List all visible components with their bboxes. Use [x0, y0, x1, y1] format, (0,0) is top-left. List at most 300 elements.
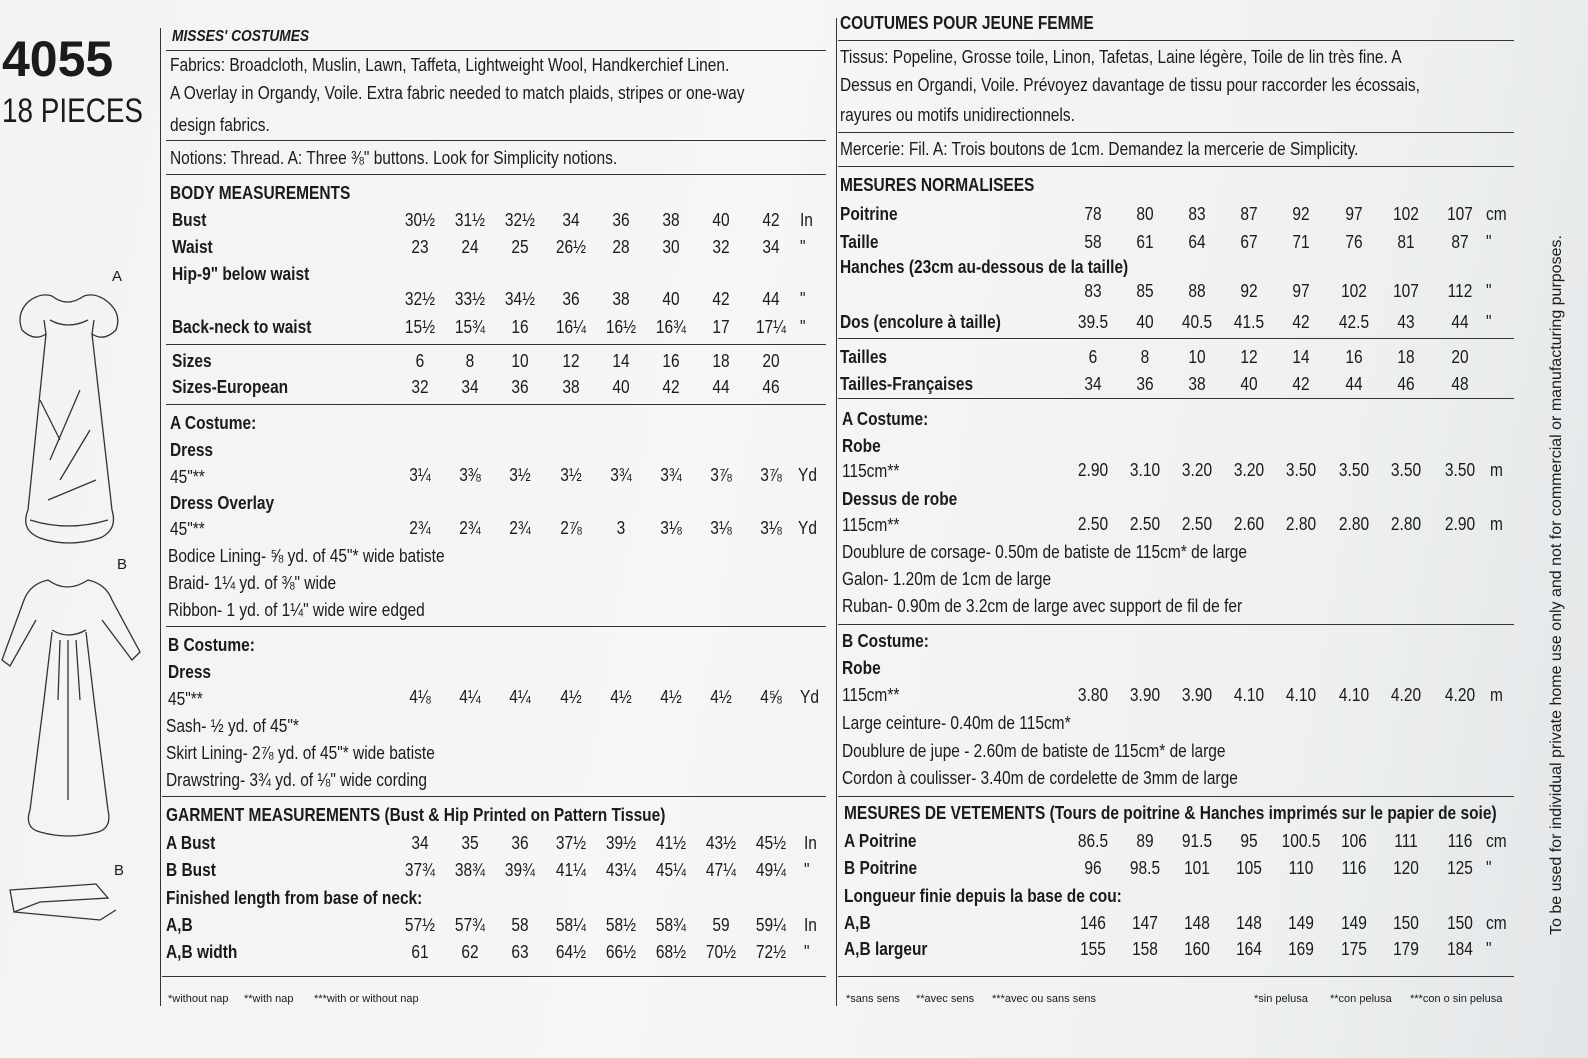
en-a-overlay-cell: 3⅛ [710, 518, 732, 538]
fr-garment-unit: cm [1486, 831, 1507, 851]
fr-body-cell: 85 [1136, 281, 1154, 301]
fr-garment-row-label: B Poitrine [844, 858, 918, 878]
fr-fabrics-line-1: Tissus: Popeline, Grosse toile, Linon, Tafetas, Laine légère, Toile de lin très fine. A [840, 47, 1402, 67]
en-a-dress-label: Dress [170, 440, 214, 460]
fr-length-cell: 148 [1184, 913, 1210, 933]
fr-b-dress-width: 115cm** [842, 685, 900, 705]
fr-garment-cell: 120 [1393, 858, 1419, 878]
en-b-dress-cell: 4½ [710, 687, 732, 707]
en-body-cell: 16¾ [655, 317, 687, 337]
fr-body-row-label: Poitrine [840, 204, 898, 224]
en-a-dress-cell: 3⅞ [760, 465, 782, 485]
fr-body-cell: 83 [1188, 204, 1206, 224]
en-garment-cell: 34 [411, 833, 429, 853]
fr-body-cell: 97 [1345, 204, 1363, 224]
en-body-cell: 26½ [555, 237, 587, 257]
fr-length-cell: 184 [1447, 939, 1473, 959]
en-garment-cell: 49¼ [755, 860, 787, 880]
fr-b-dress-cell: 4.20 [1444, 685, 1476, 705]
fr-a-overlay-cell: 2.90 [1444, 514, 1476, 534]
fr-garment-row-label: A Poitrine [844, 831, 917, 851]
en-a-dress-cell: 3¾ [660, 465, 682, 485]
fr-body-cell: 40.5 [1181, 312, 1213, 332]
fr-size-cell: 34 [1084, 374, 1102, 394]
en-a-overlay-cell: 2⅞ [560, 518, 582, 538]
costume-illustrations [0, 280, 150, 940]
en-size-cell: 20 [762, 351, 780, 371]
en-title: MISSES' COSTUMES [172, 28, 310, 45]
en-body-row-label: Back-neck to waist [172, 317, 312, 337]
fr-size-row-label: Tailles [840, 347, 888, 367]
fr-body-unit: " [1486, 281, 1492, 301]
en-length-cell: 58¾ [655, 915, 687, 935]
fr-notions: Mercerie: Fil. A: Trois boutons de 1cm. Demandez la mercerie de Simplicity. [840, 139, 1359, 159]
fr-length-cell: 150 [1447, 913, 1473, 933]
fr-garment-unit: " [1486, 858, 1492, 878]
fr-footnote-1: *sans sens [846, 993, 900, 1005]
en-b-dress-label: Dress [168, 662, 212, 682]
en-a-overlay-cell: 3⅛ [660, 518, 682, 538]
fr-body-cell: 112 [1447, 281, 1473, 301]
fr-size-cell: 48 [1451, 374, 1469, 394]
en-body-cell: 34 [762, 237, 780, 257]
en-body-cell: 16 [511, 317, 529, 337]
fr-a-note-3: Ruban- 0.90m de 3.2cm de large avec support de fil de fer [842, 596, 1243, 616]
en-length-cell: 59 [712, 915, 730, 935]
fr-garment-cell: 100.5 [1281, 831, 1321, 851]
fr-body-cell: 61 [1136, 232, 1154, 252]
en-a-dress-cell: 3¾ [610, 465, 632, 485]
en-size-row-label: Sizes-European [172, 377, 289, 397]
fr-size-cell: 18 [1397, 347, 1415, 367]
figure-label-b: B [117, 556, 128, 573]
fr-size-cell: 44 [1345, 374, 1363, 394]
en-body-cell: 23 [411, 237, 429, 257]
en-a-dress-cell: 3¼ [409, 465, 431, 485]
sash-drawing [10, 884, 116, 920]
fr-size-cell: 36 [1136, 374, 1154, 394]
en-garment-cell: 41¼ [555, 860, 587, 880]
fr-size-cell: 12 [1240, 347, 1258, 367]
en-b-dress-unit: Yd [800, 687, 819, 707]
en-b-dress-cell: 4½ [610, 687, 632, 707]
pattern-number: 4055 [2, 31, 114, 87]
fr-a-dress-cell: 3.20 [1233, 460, 1265, 480]
en-body-cell: 25 [511, 237, 529, 257]
en-garment-cell: 36 [511, 833, 529, 853]
en-size-cell: 44 [712, 377, 730, 397]
figure-label-a: A [112, 268, 123, 285]
fr-garment-cell: 125 [1447, 858, 1473, 878]
fr-a-heading: A Costume: [842, 409, 929, 429]
en-a-dress-cell: 3½ [509, 465, 531, 485]
en-length-heading: Finished length from base of neck: [166, 888, 423, 908]
en-body-cell: 42 [762, 210, 780, 230]
en-size-cell: 36 [511, 377, 529, 397]
fr-b-dress-cell: 3.80 [1077, 685, 1109, 705]
fr-length-cell: 160 [1184, 939, 1210, 959]
en-garment-cell: 41½ [655, 833, 687, 853]
fr-garment-cell: 86.5 [1077, 831, 1109, 851]
en-size-cell: 46 [762, 377, 780, 397]
fr-a-overlay-cell: 2.50 [1181, 514, 1213, 534]
fr-length-cell: 175 [1341, 939, 1367, 959]
fr-body-row-label: Dos (encolure à taille) [840, 312, 1001, 332]
en-length-unit: " [804, 942, 810, 962]
en-size-cell: 38 [562, 377, 580, 397]
en-garment-heading: GARMENT MEASUREMENTS (Bust & Hip Printed on Pattern Tissue) [166, 805, 666, 825]
en-size-row-label: Sizes [172, 351, 212, 371]
fr-body-cell: 39.5 [1077, 312, 1109, 332]
fr-a-overlay-cell: 2.60 [1233, 514, 1265, 534]
en-length-cell: 72½ [755, 942, 787, 962]
en-garment-cell: 38¾ [454, 860, 486, 880]
en-a-dress-unit: Yd [798, 465, 817, 485]
fr-body-cell: 102 [1341, 281, 1367, 301]
fr-footnote-3: ***avec ou sans sens [992, 993, 1096, 1005]
fr-size-cell: 46 [1397, 374, 1415, 394]
en-b-dress-cell: 4½ [660, 687, 682, 707]
en-a-overlay-cell: 2¾ [409, 518, 431, 538]
en-body-cell: 34 [562, 210, 580, 230]
usage-notice: To be used for individual private home use only and not for commercial or manufacturing purposes. [1548, 235, 1565, 935]
en-fabrics-line-3: design fabrics. [170, 115, 270, 135]
fr-size-cell: 42 [1292, 374, 1310, 394]
en-body-cell: 36 [562, 289, 580, 309]
fr-size-cell: 8 [1140, 347, 1150, 367]
en-b-dress-cell: 4¼ [459, 687, 481, 707]
fr-size-cell: 14 [1292, 347, 1310, 367]
en-a-dress-cell: 3⅞ [710, 465, 732, 485]
en-b-note-3: Drawstring- 3¾ yd. of ⅛" wide cording [166, 770, 428, 790]
en-a-overlay-cell: 3⅛ [760, 518, 782, 538]
en-a-dress-cell: 3⅜ [459, 465, 481, 485]
column-divider-left [160, 28, 161, 1006]
en-body-cell: 40 [712, 210, 730, 230]
en-garment-unit: " [804, 860, 810, 880]
en-body-cell: 32 [712, 237, 730, 257]
fr-body-cell: 92 [1240, 281, 1258, 301]
en-body-unit: " [800, 289, 806, 309]
en-length-row-label: A,B [166, 915, 193, 935]
fr-a-dress-cell: 3.50 [1390, 460, 1422, 480]
en-body-unit: In [800, 210, 813, 230]
fr-garment-cell: 116 [1447, 831, 1473, 851]
en-length-cell: 62 [461, 942, 479, 962]
fr-b-note-1: Large ceinture- 0.40m de 115cm* [842, 713, 1071, 733]
en-garment-cell: 39¾ [504, 860, 536, 880]
fr-length-row-label: A,B [844, 913, 871, 933]
en-b-dress-cell: 4⅝ [760, 687, 782, 707]
en-b-heading: B Costume: [168, 635, 255, 655]
fr-body-cell: 67 [1240, 232, 1258, 252]
fr-body-cell: 88 [1188, 281, 1206, 301]
en-garment-cell: 37¾ [404, 860, 436, 880]
costume-a-drawing [20, 295, 118, 543]
fr-garment-cell: 98.5 [1129, 858, 1161, 878]
fr-a-dress-cell: 3.50 [1285, 460, 1317, 480]
en-size-cell: 6 [415, 351, 425, 371]
fr-length-unit: " [1486, 939, 1492, 959]
en-garment-cell: 45½ [755, 833, 787, 853]
en-body-cell: 38 [662, 210, 680, 230]
fr-body-heading: MESURES NORMALISEES [840, 175, 1035, 195]
en-garment-cell: 45¼ [655, 860, 687, 880]
en-size-cell: 32 [411, 377, 429, 397]
en-size-cell: 16 [662, 351, 680, 371]
fr-body-cell: 92 [1292, 204, 1310, 224]
es-footnote-1: *sin pelusa [1254, 993, 1308, 1005]
fr-garment-cell: 91.5 [1181, 831, 1213, 851]
en-b-dress-cell: 4½ [560, 687, 582, 707]
en-body-cell: 36 [612, 210, 630, 230]
en-size-cell: 42 [662, 377, 680, 397]
en-length-cell: 68½ [655, 942, 687, 962]
fr-length-cell: 169 [1288, 939, 1314, 959]
fr-garment-cell: 116 [1341, 858, 1367, 878]
en-length-cell: 58¼ [555, 915, 587, 935]
fr-a-overlay-label: Dessus de robe [842, 489, 958, 509]
en-garment-cell: 39½ [605, 833, 637, 853]
en-body-row-label: Bust [172, 210, 207, 230]
en-length-cell: 58½ [605, 915, 637, 935]
figure-label-b-sash: B [114, 862, 125, 879]
en-size-cell: 8 [465, 351, 475, 371]
en-b-note-1: Sash- ½ yd. of 45"* [166, 716, 299, 736]
en-b-dress-width: 45"** [168, 689, 203, 709]
en-garment-row-label: A Bust [166, 833, 216, 853]
fr-body-cell: 83 [1084, 281, 1102, 301]
pieces-count: 18 PIECES [2, 92, 144, 130]
fr-body-row-label: Taille [840, 232, 879, 252]
fr-size-cell: 16 [1345, 347, 1363, 367]
fr-length-cell: 150 [1393, 913, 1419, 933]
fr-body-cell: 40 [1136, 312, 1154, 332]
en-size-cell: 12 [562, 351, 580, 371]
en-body-cell: 17¼ [755, 317, 787, 337]
fr-body-cell: 78 [1084, 204, 1102, 224]
en-length-row-label: A,B width [166, 942, 238, 962]
en-a-overlay-cell: 3 [616, 518, 626, 538]
fr-body-cell: 41.5 [1233, 312, 1265, 332]
en-a-note-3: Ribbon- 1 yd. of 1¼" wide wire edged [168, 600, 425, 620]
fr-length-row-label: A,B largeur [844, 939, 928, 959]
en-body-cell: 15¾ [454, 317, 486, 337]
fr-body-cell: 42 [1292, 312, 1310, 332]
en-body-cell: 33½ [454, 289, 486, 309]
fr-body-cell: 81 [1397, 232, 1415, 252]
en-length-cell: 66½ [605, 942, 637, 962]
fr-body-unit: cm [1486, 204, 1507, 224]
en-a-note-1: Bodice Lining- ⅝ yd. of 45"* wide batiste [168, 546, 445, 566]
en-a-dress-cell: 3½ [560, 465, 582, 485]
en-garment-cell: 43¼ [605, 860, 637, 880]
fr-body-cell: 107 [1447, 204, 1473, 224]
fr-body-cell: 97 [1292, 281, 1310, 301]
en-b-dress-cell: 4¼ [509, 687, 531, 707]
fr-a-dress-cell: 3.50 [1444, 460, 1476, 480]
fr-garment-cell: 110 [1288, 858, 1314, 878]
fr-b-dress-cell: 4.10 [1338, 685, 1370, 705]
fr-a-dress-cell: 3.20 [1181, 460, 1213, 480]
fr-b-dress-unit: m [1490, 685, 1503, 705]
fr-length-cell: 164 [1236, 939, 1262, 959]
en-length-cell: 57½ [404, 915, 436, 935]
fr-size-row-label: Tailles-Françaises [840, 374, 974, 394]
fr-b-dress-cell: 4.10 [1285, 685, 1317, 705]
en-body-cell: 31½ [454, 210, 486, 230]
fr-garment-cell: 95 [1240, 831, 1258, 851]
fr-body-cell: 80 [1136, 204, 1154, 224]
fr-body-unit: " [1486, 312, 1492, 332]
en-body-cell: 34½ [504, 289, 536, 309]
costume-b-drawing [2, 580, 140, 836]
es-footnote-2: **con pelusa [1330, 993, 1392, 1005]
fr-size-cell: 20 [1451, 347, 1469, 367]
en-b-note-2: Skirt Lining- 2⅞ yd. of 45"* wide batiste [166, 743, 435, 763]
en-garment-cell: 43½ [705, 833, 737, 853]
en-a-overlay-width: 45"** [170, 519, 205, 539]
en-body-cell: 16¼ [555, 317, 587, 337]
fr-length-cell: 146 [1080, 913, 1106, 933]
fr-fabrics-line-2: Dessus en Organdi, Voile. Prévoyez davantage de tissu pour raccorder les écossais, [840, 75, 1420, 95]
fr-body-cell: 71 [1292, 232, 1310, 252]
fr-b-note-3: Cordon à coulisser- 3.40m de cordelette de 3mm de large [842, 768, 1238, 788]
en-body-cell: 17 [712, 317, 730, 337]
en-size-cell: 40 [612, 377, 630, 397]
en-length-unit: In [804, 915, 817, 935]
en-size-cell: 18 [712, 351, 730, 371]
en-a-note-2: Braid- 1¼ yd. of ⅜" wide [168, 573, 337, 593]
fr-garment-cell: 111 [1394, 831, 1418, 851]
en-a-dress-width: 45"** [170, 467, 205, 487]
en-garment-cell: 37½ [555, 833, 587, 853]
en-notions: Notions: Thread. A: Three ⅜" buttons. Look for Simplicity notions. [170, 148, 618, 168]
en-length-cell: 58 [511, 915, 529, 935]
fr-b-dress-cell: 4.20 [1390, 685, 1422, 705]
en-length-cell: 70½ [705, 942, 737, 962]
fr-body-cell: 76 [1345, 232, 1363, 252]
en-body-cell: 32½ [504, 210, 536, 230]
en-body-cell: 30 [662, 237, 680, 257]
fr-body-cell: 64 [1188, 232, 1206, 252]
fr-garment-heading: MESURES DE VETEMENTS (Tours de poitrine & Hanches imprimés sur le papier de soie) [844, 803, 1497, 823]
fr-body-cell: 102 [1393, 204, 1419, 224]
en-b-dress-cell: 4⅛ [409, 687, 431, 707]
fr-a-overlay-cell: 2.50 [1077, 514, 1109, 534]
fr-a-overlay-width: 115cm** [842, 515, 900, 535]
fr-b-dress-label: Robe [842, 658, 881, 678]
fr-b-heading: B Costume: [842, 631, 929, 651]
fr-a-overlay-unit: m [1490, 514, 1503, 534]
en-length-cell: 63 [511, 942, 529, 962]
fr-garment-cell: 101 [1184, 858, 1210, 878]
fr-length-cell: 147 [1132, 913, 1158, 933]
fr-b-dress-cell: 3.90 [1181, 685, 1213, 705]
en-body-cell: 40 [662, 289, 680, 309]
en-a-overlay-unit: Yd [798, 518, 817, 538]
fr-a-dress-unit: m [1490, 460, 1503, 480]
fr-body-cell: 87 [1451, 232, 1469, 252]
en-a-heading: A Costume: [170, 413, 257, 433]
en-fabrics-line-2: A Overlay in Organdy, Voile. Extra fabric needed to match plaids, stripes or one-way [170, 83, 745, 103]
fr-fabrics-line-3: rayures ou motifs unidirectionnels. [840, 105, 1075, 125]
en-body-row-label: Hip-9" below waist [172, 264, 310, 284]
fr-body-row-label: Hanches (23cm au-dessous de la taille) [840, 257, 1129, 277]
en-body-cell: 44 [762, 289, 780, 309]
fr-body-cell: 43 [1397, 312, 1415, 332]
en-body-heading: BODY MEASUREMENTS [170, 183, 351, 203]
en-size-cell: 14 [612, 351, 630, 371]
en-body-unit: " [800, 237, 806, 257]
fr-size-cell: 40 [1240, 374, 1258, 394]
fr-a-overlay-cell: 2.80 [1390, 514, 1422, 534]
en-size-cell: 34 [461, 377, 479, 397]
fr-length-cell: 155 [1080, 939, 1106, 959]
en-body-cell: 15½ [404, 317, 436, 337]
fr-length-cell: 149 [1288, 913, 1314, 933]
en-garment-row-label: B Bust [166, 860, 216, 880]
fr-title: COUTUMES POUR JEUNE FEMME [840, 13, 1094, 33]
fr-size-cell: 38 [1188, 374, 1206, 394]
en-footnote-3: ***with or without nap [314, 993, 419, 1005]
fr-a-dress-cell: 3.50 [1338, 460, 1370, 480]
fr-a-dress-label: Robe [842, 436, 881, 456]
en-footnote-1: *without nap [168, 993, 229, 1005]
fr-a-note-1: Doublure de corsage- 0.50m de batiste de 115cm* de large [842, 542, 1248, 562]
fr-garment-cell: 89 [1136, 831, 1154, 851]
en-body-cell: 38 [612, 289, 630, 309]
fr-garment-cell: 96 [1084, 858, 1102, 878]
fr-length-cell: 148 [1236, 913, 1262, 933]
en-footnote-2: **with nap [244, 993, 294, 1005]
fr-length-unit: cm [1486, 913, 1507, 933]
fr-a-overlay-cell: 2.80 [1285, 514, 1317, 534]
fr-footnote-2: **avec sens [916, 993, 975, 1005]
fr-a-dress-width: 115cm** [842, 461, 900, 481]
en-garment-unit: In [804, 833, 817, 853]
fr-body-cell: 58 [1084, 232, 1102, 252]
en-body-cell: 28 [612, 237, 630, 257]
en-length-cell: 57¾ [454, 915, 486, 935]
en-length-cell: 61 [411, 942, 429, 962]
fr-length-cell: 149 [1341, 913, 1367, 933]
en-size-cell: 10 [511, 351, 529, 371]
en-a-overlay-cell: 2¾ [509, 518, 531, 538]
fr-a-dress-cell: 2.90 [1077, 460, 1109, 480]
en-body-unit: " [800, 317, 806, 337]
en-a-overlay-cell: 2¾ [459, 518, 481, 538]
fr-body-cell: 44 [1451, 312, 1469, 332]
fr-length-cell: 158 [1132, 939, 1158, 959]
column-divider-center [836, 18, 837, 1006]
en-body-cell: 24 [461, 237, 479, 257]
fr-body-cell: 87 [1240, 204, 1258, 224]
fr-size-cell: 6 [1088, 347, 1098, 367]
fr-body-unit: " [1486, 232, 1492, 252]
fr-a-overlay-cell: 2.50 [1129, 514, 1161, 534]
fr-b-dress-cell: 3.90 [1129, 685, 1161, 705]
en-garment-cell: 35 [461, 833, 479, 853]
fr-length-cell: 179 [1393, 939, 1419, 959]
fr-garment-cell: 105 [1236, 858, 1262, 878]
en-length-cell: 64½ [555, 942, 587, 962]
en-a-overlay-label: Dress Overlay [170, 493, 275, 513]
en-length-cell: 59¼ [755, 915, 787, 935]
fr-b-note-2: Doublure de jupe - 2.60m de batiste de 115cm* de large [842, 741, 1226, 761]
fr-body-cell: 107 [1393, 281, 1419, 301]
fr-size-cell: 10 [1188, 347, 1206, 367]
